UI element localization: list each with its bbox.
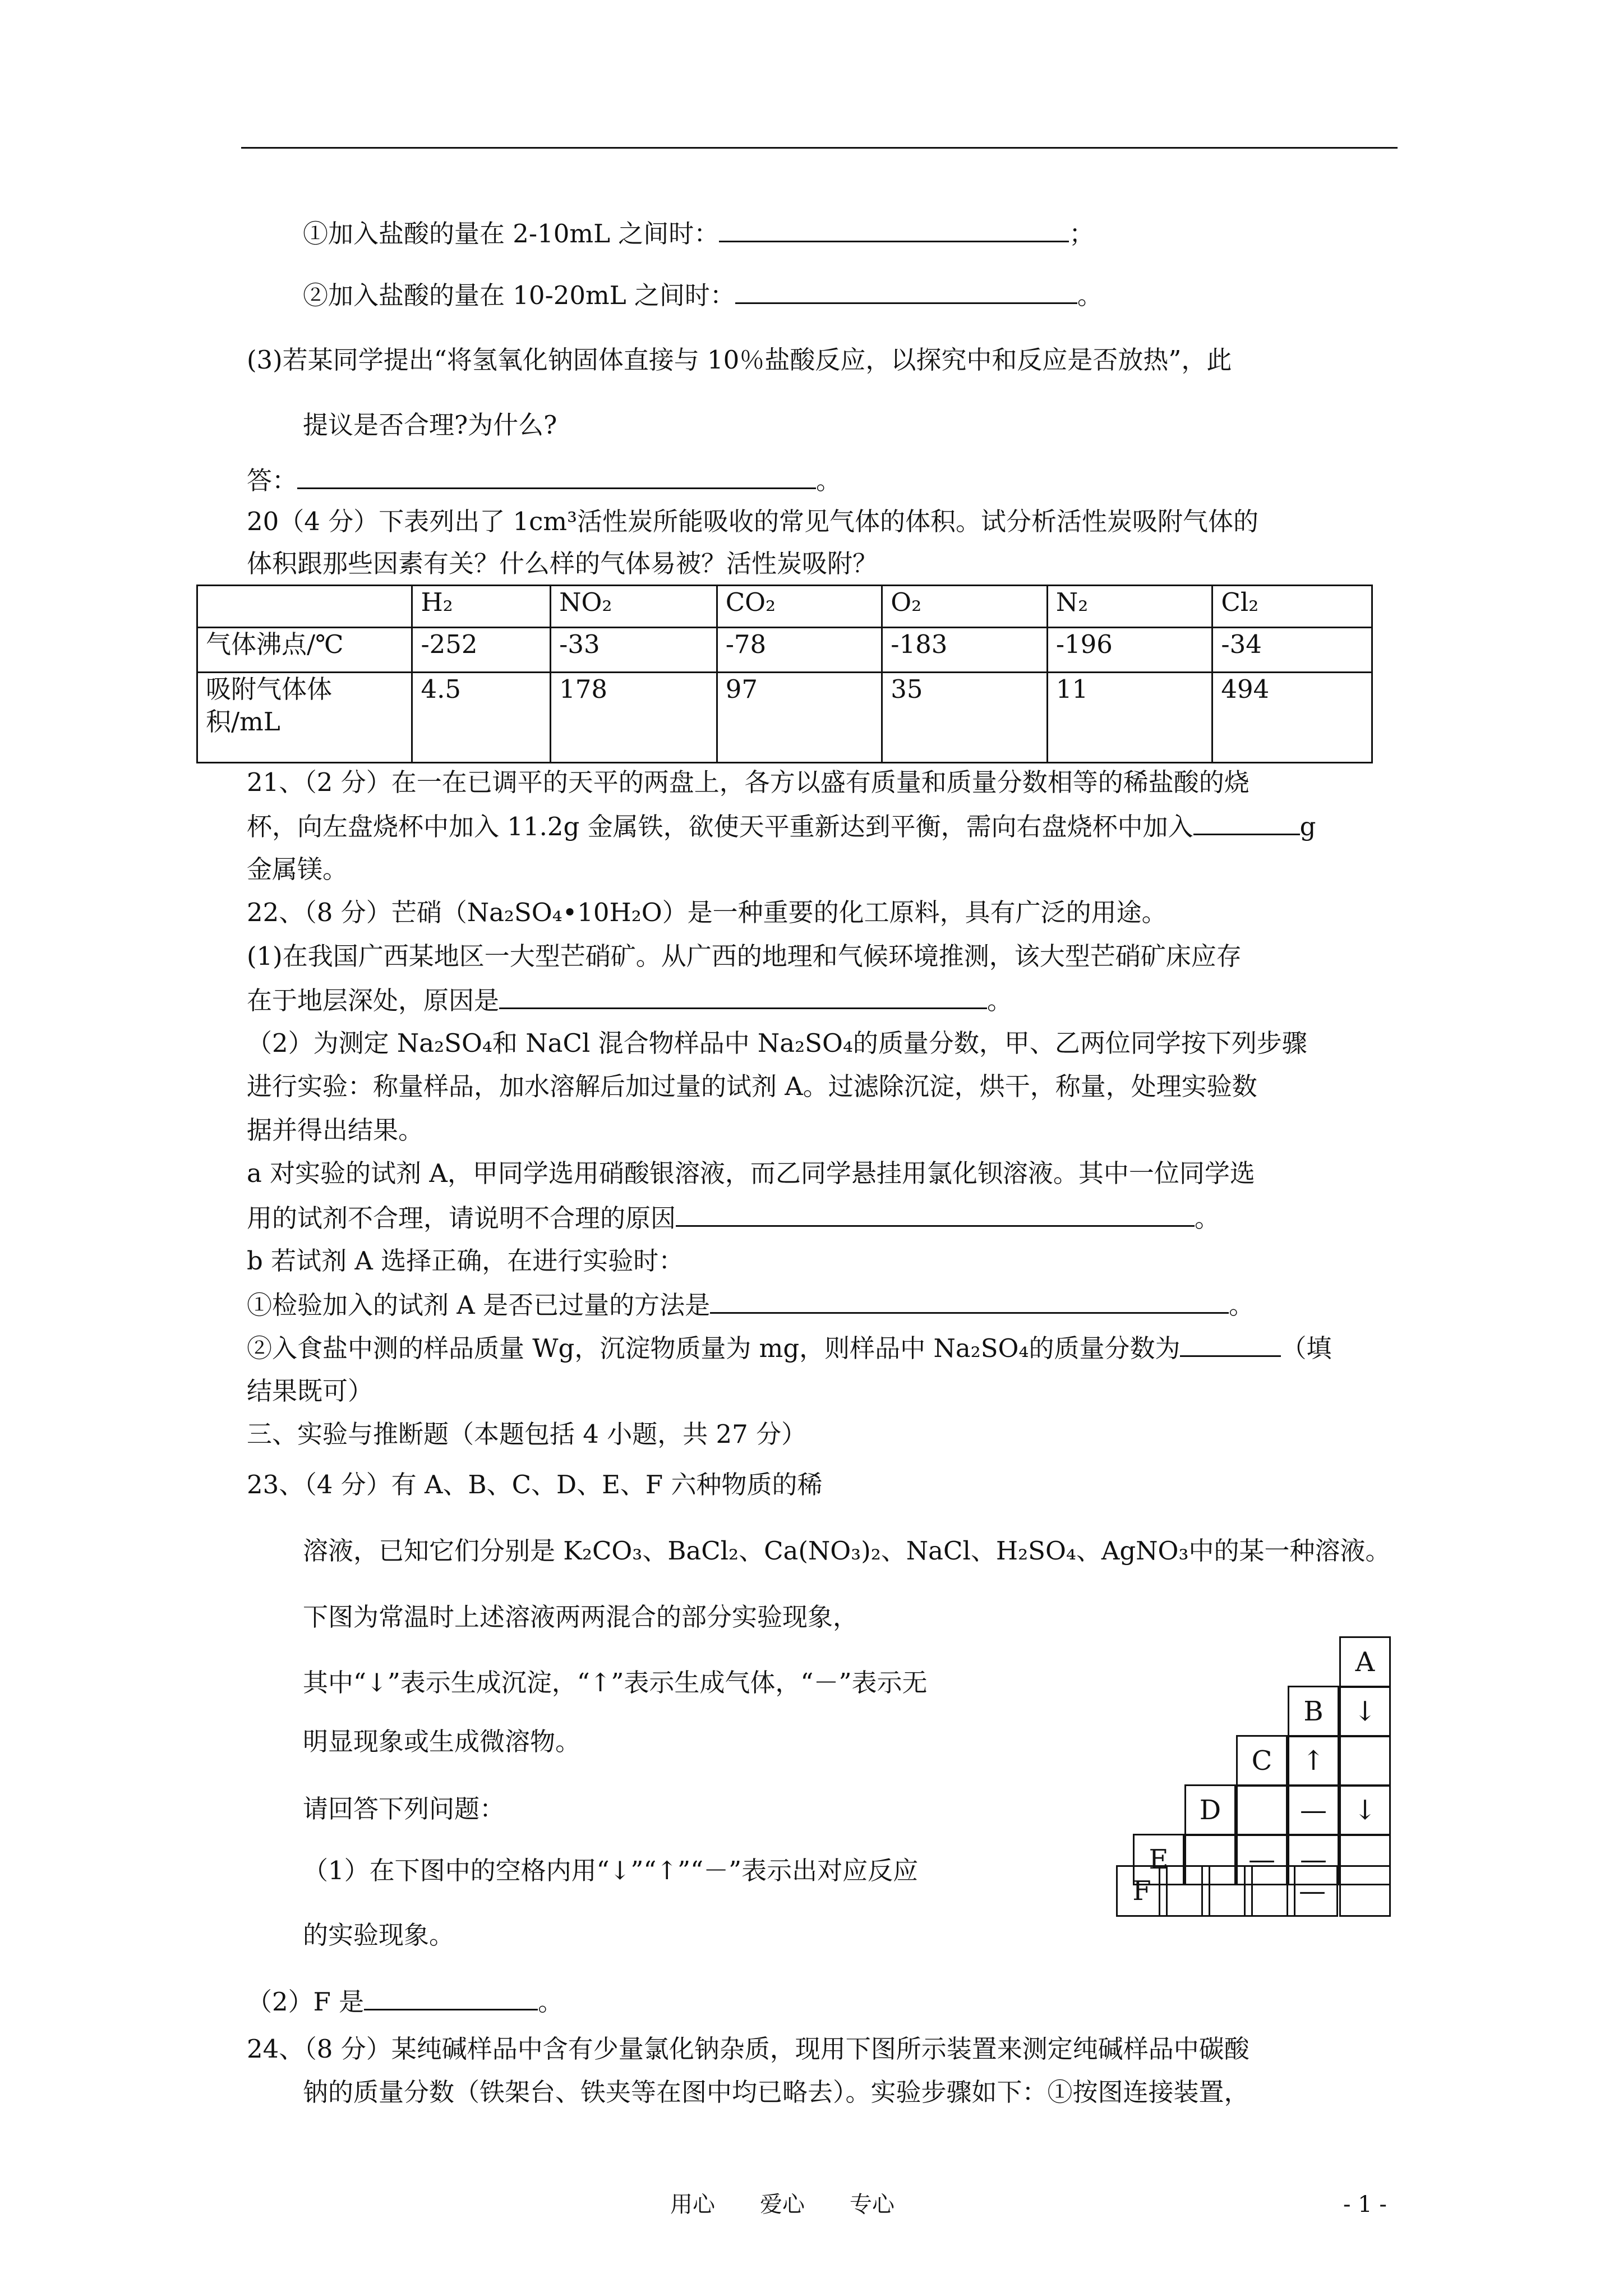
table-row (197, 673, 1372, 763)
q20-line1: 20（4 分）下表列出了 1cm³活性炭所能吸收的常见气体的体积。试分析活性炭吸附气体的 (247, 507, 1259, 536)
table-header: O₂ (882, 586, 1048, 628)
answer-blank[interactable] (499, 983, 987, 1009)
table-cell: 11 (1047, 673, 1212, 763)
q22-line10: ①检验加入的试剂 A 是否已过量的方法是 。 (247, 1287, 1254, 1322)
grid-cell-d-b[interactable]: — (1288, 1784, 1339, 1836)
answer-blank[interactable] (1193, 809, 1300, 835)
grid-cell-d-a[interactable]: ↓ (1339, 1784, 1391, 1836)
table-cell: -196 (1047, 628, 1212, 673)
q24-line1: 24、（8 分）某纯碱样品中含有少量氯化钠杂质，现用下图所示装置来测定纯碱样品中碳酸 (247, 2034, 1249, 2064)
answer-line: 答： 。 (247, 463, 841, 498)
page-number: - 1 - (1343, 2192, 1387, 2217)
q3-line2: 提议是否合理?为什么? (303, 410, 557, 440)
table-cell: 178 (551, 673, 717, 763)
grid-cell-b-a[interactable]: ↓ (1339, 1686, 1391, 1737)
q22-line7: a 对实验的试剂 A，甲同学选用硝酸银溶液，而乙同学悬挂用氯化钡溶液。其中一位同学选 (247, 1158, 1255, 1188)
q23-line9: （2）F 是 。 (247, 1984, 563, 2019)
grid-label-e: E (1133, 1834, 1184, 1885)
answer-blank[interactable] (676, 1200, 1195, 1227)
table-cell: 97 (717, 673, 882, 763)
q23-line5: 明显现象或生成微溶物。 (303, 1727, 581, 1756)
q23-line4: 其中“↓”表示生成沉淀，“↑”表示生成气体，“－”表示无 (303, 1668, 928, 1697)
grid-cell-e-c[interactable]: — (1236, 1834, 1288, 1885)
q21-line3: 金属镁。 (247, 854, 348, 884)
grid-cell-e-b[interactable]: — (1288, 1834, 1339, 1885)
answer-blank[interactable] (1180, 1331, 1281, 1357)
grid-cell-f-a[interactable] (1339, 1865, 1391, 1917)
q23-line6: 请回答下列问题： (303, 1794, 505, 1824)
q22-line9: b 若试剂 A 选择正确，在进行实验时： (247, 1246, 684, 1276)
grid-label-b: B (1288, 1686, 1339, 1737)
reaction-grid-row-f (1116, 1865, 1385, 1917)
grid-cell-f-b[interactable]: — (1287, 1865, 1338, 1917)
table-header (197, 586, 412, 628)
answer-blank[interactable] (297, 463, 816, 489)
grid-label-d: D (1184, 1784, 1236, 1836)
q22-line12: 结果既可） (247, 1376, 374, 1406)
table-header: Cl₂ (1212, 586, 1372, 628)
gas-adsorption-table (196, 585, 1373, 763)
table-cell: -78 (717, 628, 882, 673)
answer-blank[interactable] (719, 216, 1069, 242)
q23-line1: 23、（4 分）有 A、B、C、D、E、F 六种物质的稀 (247, 1470, 823, 1499)
q22-line2: (1)在我国广西某地区一大型芒硝矿。从广西的地理和气候环境推测，该大型芒硝矿床应存 (247, 941, 1242, 971)
table-cell: 35 (882, 673, 1048, 763)
table-cell: -252 (412, 628, 551, 673)
table-cell: -34 (1212, 628, 1372, 673)
table-cell: -33 (551, 628, 717, 673)
q22-line1: 22、（8 分）芒硝（Na₂SO₄•10H₂O）是一种重要的化工原料，具有广泛的用途。 (247, 898, 1167, 927)
table-cell: -183 (882, 628, 1048, 673)
table-header-row (197, 586, 1372, 628)
q22-line4: （2）为测定 Na₂SO₄和 NaCl 混合物样品中 Na₂SO₄的质量分数，甲、乙两位同学按下列步骤 (247, 1028, 1307, 1058)
table-cell: 吸附气体体积/mL (197, 673, 412, 763)
table-header: H₂ (412, 586, 551, 628)
q22-line8: 用的试剂不合理，请说明不合理的原因 。 (247, 1200, 1220, 1235)
q3-line1: (3)若某同学提出“将氢氧化钠固体直接与 10％盐酸反应，以探究中和反应是否放热”，此 (247, 345, 1232, 375)
section-heading: 三、实验与推断题（本题包括 4 小题，共 27 分） (247, 1419, 807, 1449)
answer-blank[interactable] (710, 1287, 1229, 1314)
q22-line3: 在于地层深处，原因是 。 (247, 983, 1012, 1018)
grid-label-f: F (1116, 1865, 1168, 1917)
q24-line2: 钠的质量分数（铁架台、铁夹等在图中均已略去）。实验步骤如下：①按图连接装置， (303, 2077, 1249, 2107)
line-hcl-10-20: ②加入盐酸的量在 10-20mL 之间时： 。 (303, 278, 1103, 312)
table-header: N₂ (1047, 586, 1212, 628)
grid-cell-d-c[interactable] (1236, 1784, 1288, 1836)
grid-cell-c-a[interactable] (1339, 1735, 1391, 1787)
q21-line2: 杯，向左盘烧杯中加入 11.2g 金属铁，欲使天平重新达到平衡，需向右盘烧杯中加入 g (247, 809, 1316, 844)
q22-line5: 进行实验：称量样品，加水溶解后加过量的试剂 A。过滤除沉淀，烘干，称量，处理实验数 (247, 1071, 1257, 1101)
table-header: NO₂ (551, 586, 717, 628)
q21-line1: 21、（2 分）在一在已调平的天平的两盘上，各方以盛有质量和质量分数相等的稀盐酸的烧 (247, 767, 1249, 797)
q20-line2: 体积跟那些因素有关？什么样的气体易被？活性炭吸附？ (247, 549, 878, 578)
q23-line7: （1）在下图中的空格内用“↓”“↑”“－”表示出对应反应 (303, 1856, 919, 1885)
table-cell: 4.5 (412, 673, 551, 763)
grid-label-a: A (1339, 1636, 1391, 1688)
answer-blank[interactable] (735, 278, 1077, 304)
q23-line3: 下图为常温时上述溶液两两混合的部分实验现象， (303, 1602, 859, 1632)
q23-line2: 溶液，已知它们分别是 K₂CO₃、BaCl₂、Ca(NO₃)₂、NaCl、H₂SO₄、AgNO₃中的某一种溶液。 (303, 1536, 1391, 1566)
header-rule (241, 147, 1398, 149)
answer-blank[interactable] (364, 1984, 538, 2010)
q23-line8: 的实验现象。 (303, 1920, 455, 1950)
q22-line6: 据并得出结果。 (247, 1115, 424, 1145)
grid-label-c: C (1236, 1735, 1288, 1787)
grid-cell-c-b[interactable]: ↑ (1288, 1735, 1339, 1787)
line-hcl-2-10: ①加入盐酸的量在 2-10mL 之间时： ； (303, 216, 1094, 251)
table-cell: 气体沸点/℃ (197, 628, 412, 673)
table-header: CO₂ (717, 586, 882, 628)
q22-line11: ②入食盐中测的样品质量 Wg，沉淀物质量为 mg，则样品中 Na₂SO₄的质量分数为 （填 (247, 1331, 1331, 1365)
table-row (197, 628, 1372, 673)
table-cell: 494 (1212, 673, 1372, 763)
footer-motto: 用心 爱心 专心 (670, 2192, 895, 2217)
